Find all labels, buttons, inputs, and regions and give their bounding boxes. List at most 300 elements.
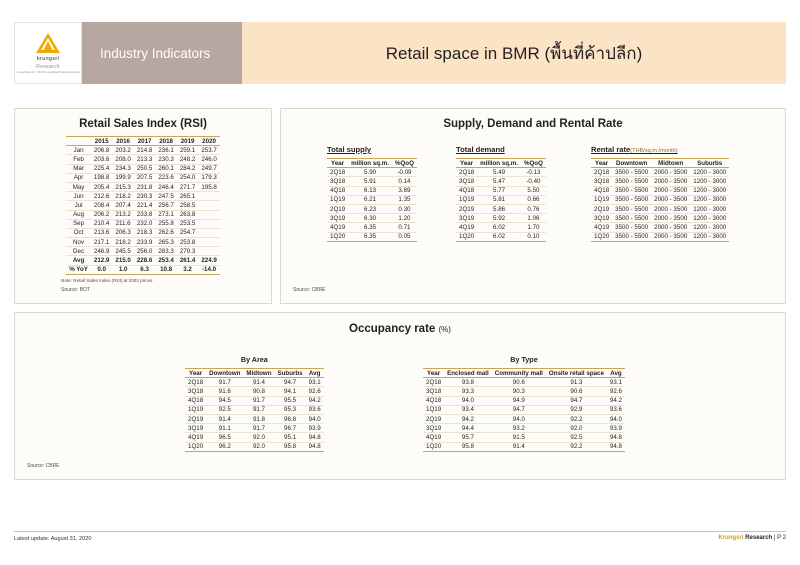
table-row <box>327 168 417 177</box>
table-cell: 195.8 <box>198 182 219 191</box>
table-cell: May <box>66 182 91 191</box>
page-title-banner <box>242 22 786 84</box>
supply-demand-rental-panel <box>280 108 786 304</box>
krungsri-logo <box>14 22 82 84</box>
table-cell: 218.2 <box>112 238 133 247</box>
rental-header-row <box>591 159 729 168</box>
column-header: Midtown <box>651 159 690 168</box>
column-header: Year <box>456 159 477 168</box>
table-cell: 94.7 <box>546 396 607 405</box>
table-cell: 94.1 <box>275 387 306 396</box>
table-cell: 0.05 <box>392 232 417 241</box>
table-row <box>66 228 220 237</box>
logo-subwordmark: Research <box>36 63 60 70</box>
table-row <box>66 182 220 191</box>
table-row <box>591 223 729 232</box>
column-header: Avg <box>607 369 625 378</box>
table-cell: 179.3 <box>198 173 219 182</box>
table-cell: 2000 - 3500 <box>651 168 690 177</box>
table-cell: 93.6 <box>607 405 625 414</box>
table-row <box>456 177 546 186</box>
table-cell: 2Q19 <box>327 204 348 213</box>
page-footer <box>14 531 786 547</box>
rsi-table <box>66 136 220 275</box>
table-cell: 91.4 <box>492 442 546 451</box>
table-cell: 1Q19 <box>591 195 612 204</box>
table-cell: 95.8 <box>444 442 492 451</box>
table-cell: 93.2 <box>492 424 546 433</box>
table-cell: 93.3 <box>444 387 492 396</box>
table-cell: 2Q18 <box>327 168 348 177</box>
table-cell: 224.9 <box>198 256 219 265</box>
table-cell: 1.35 <box>392 195 417 204</box>
table-cell: 90.3 <box>492 387 546 396</box>
total-supply-table <box>327 158 417 242</box>
table-row <box>66 173 220 182</box>
table-cell: 1.70 <box>521 223 546 232</box>
table-cell: 5.81 <box>477 195 521 204</box>
table-cell: 6.35 <box>348 223 392 232</box>
rental-body <box>591 168 729 242</box>
table-cell: % YoY <box>66 265 91 274</box>
table-cell: 213.6 <box>91 228 112 237</box>
table-row <box>456 186 546 195</box>
table-row <box>66 146 220 155</box>
table-cell: 91.7 <box>243 405 274 414</box>
column-header: million sq.m. <box>477 159 521 168</box>
by-area-label: By Area <box>240 355 268 364</box>
table-cell: 1200 - 3000 <box>690 186 729 195</box>
table-cell: 91.3 <box>546 378 607 387</box>
table-cell <box>198 192 219 201</box>
table-cell: 6.35 <box>348 232 392 241</box>
table-cell: 218.3 <box>134 228 155 237</box>
table-cell: 95.7 <box>444 433 492 442</box>
table-cell: 2Q18 <box>185 378 206 387</box>
column-header <box>66 137 91 146</box>
rsi-note: Note: Retail Sales Index (RSI) at 2002 prices <box>61 278 153 284</box>
column-header: million sq.m. <box>348 159 392 168</box>
table-cell: 96.5 <box>206 433 243 442</box>
table-cell: 2000 - 3500 <box>651 195 690 204</box>
section-label-banner <box>82 22 242 84</box>
table-cell: 230.3 <box>155 155 176 164</box>
table-cell: 5.91 <box>348 177 392 186</box>
table-row <box>185 405 324 414</box>
table-cell: 91.7 <box>243 424 274 433</box>
table-cell: 5.47 <box>477 177 521 186</box>
table-cell: 92.0 <box>546 424 607 433</box>
table-cell: 0.0 <box>91 265 112 274</box>
by-area-table <box>185 368 324 452</box>
rental-rate-block <box>591 145 729 242</box>
table-cell: 3Q19 <box>423 424 444 433</box>
table-cell: 3Q18 <box>185 387 206 396</box>
column-header: Downtown <box>612 159 651 168</box>
table-cell: 93.1 <box>607 378 625 387</box>
table-cell: 246.0 <box>198 155 219 164</box>
table-cell: Mar <box>66 164 91 173</box>
table-cell <box>198 219 219 228</box>
column-header: Avg <box>306 369 324 378</box>
rental-rate-unit: (THB/sq.m./month) <box>630 148 678 154</box>
column-header: %QoQ <box>521 159 546 168</box>
table-cell: 253.5 <box>177 219 198 228</box>
table-cell: 91.7 <box>206 378 243 387</box>
table-row <box>423 442 625 451</box>
table-cell: 0.10 <box>521 232 546 241</box>
table-row <box>66 219 220 228</box>
table-cell: 1200 - 3000 <box>690 204 729 213</box>
total-supply-block <box>327 145 417 242</box>
column-header: 2016 <box>112 137 133 146</box>
table-row <box>591 214 729 223</box>
table-cell: 247.5 <box>155 192 176 201</box>
table-cell: 94.8 <box>607 433 625 442</box>
table-cell: 5.92 <box>477 214 521 223</box>
table-cell: 3Q18 <box>591 177 612 186</box>
table-cell: 246.9 <box>91 247 112 256</box>
latest-update: Latest update: August 31, 2020 <box>14 536 92 542</box>
table-row <box>327 195 417 204</box>
table-cell: 212.9 <box>91 256 112 265</box>
section-label-text: Industry Indicators <box>100 45 211 61</box>
table-cell <box>198 238 219 247</box>
table-cell: 225.4 <box>91 164 112 173</box>
table-cell: 233.9 <box>134 238 155 247</box>
occupancy-title-text: Occupancy rate <box>349 323 436 335</box>
footer-brand <box>719 535 787 541</box>
table-cell: 1Q20 <box>185 442 206 451</box>
rsi-panel <box>14 108 272 304</box>
table-cell: 265.1 <box>177 192 198 201</box>
table-row <box>591 232 729 241</box>
table-cell: 254.0 <box>177 173 198 182</box>
table-cell: 249.7 <box>198 164 219 173</box>
table-row <box>423 378 625 387</box>
table-cell: 92.2 <box>546 442 607 451</box>
table-cell: 211.6 <box>112 219 133 228</box>
table-cell: 203.2 <box>112 146 133 155</box>
table-cell: 214.8 <box>134 146 155 155</box>
table-cell: 258.5 <box>177 201 198 210</box>
table-cell: 93.6 <box>306 405 324 414</box>
table-cell: 207.5 <box>134 173 155 182</box>
table-cell: Avg <box>66 256 91 265</box>
table-row <box>423 396 625 405</box>
table-cell: 1.0 <box>112 265 133 274</box>
table-cell: 207.4 <box>112 201 133 210</box>
table-cell: 91.6 <box>206 387 243 396</box>
table-row <box>66 201 220 210</box>
table-cell: 206.8 <box>91 146 112 155</box>
table-cell: 231.8 <box>134 182 155 191</box>
table-cell: 5.77 <box>477 186 521 195</box>
table-cell: 4Q19 <box>456 223 477 232</box>
table-cell: 253.4 <box>155 256 176 265</box>
table-row <box>456 168 546 177</box>
table-cell: 3Q19 <box>456 214 477 223</box>
table-cell: 6.30 <box>348 214 392 223</box>
column-header: 2018 <box>155 137 176 146</box>
table-cell: 2Q18 <box>423 378 444 387</box>
table-cell: 265.3 <box>155 238 176 247</box>
table-cell: 215.0 <box>112 256 133 265</box>
table-cell: Aug <box>66 210 91 219</box>
page-title: Retail space in BMR (พื้นที่ค้าปลีก) <box>385 43 643 63</box>
table-cell: 233.8 <box>134 210 155 219</box>
table-cell: 255.8 <box>155 219 176 228</box>
table-cell: 210.4 <box>91 219 112 228</box>
table-row <box>327 232 417 241</box>
table-cell: 4Q19 <box>185 433 206 442</box>
table-cell: 2000 - 3500 <box>651 186 690 195</box>
table-cell: 1Q19 <box>327 195 348 204</box>
table-row <box>591 168 729 177</box>
table-cell: 94.0 <box>306 414 324 423</box>
table-row <box>185 378 324 387</box>
table-cell: 1Q19 <box>185 405 206 414</box>
table-cell: 3Q19 <box>185 424 206 433</box>
table-cell: 94.7 <box>275 378 306 387</box>
table-cell <box>198 228 219 237</box>
table-cell: 94.2 <box>306 396 324 405</box>
table-cell: 5.50 <box>521 186 546 195</box>
table-cell: 2Q18 <box>456 168 477 177</box>
rental-rate-table <box>591 158 729 242</box>
total-demand-label: Total demand <box>456 145 505 154</box>
table-cell: 96.2 <box>206 442 243 451</box>
table-cell: 1Q20 <box>327 232 348 241</box>
table-cell: 93.9 <box>306 424 324 433</box>
table-row <box>456 214 546 223</box>
by-area-header-row <box>185 369 324 378</box>
table-cell: 92.6 <box>607 387 625 396</box>
table-cell: 5.90 <box>348 168 392 177</box>
table-row <box>591 177 729 186</box>
table-cell: -0.40 <box>521 177 546 186</box>
table-row <box>185 433 324 442</box>
table-cell: 1200 - 3000 <box>690 214 729 223</box>
table-cell: 208.4 <box>91 201 112 210</box>
table-cell: 6.3 <box>134 265 155 274</box>
column-header: Year <box>423 369 444 378</box>
occupancy-title-unit: (%) <box>438 325 451 334</box>
total-demand-block <box>456 145 546 242</box>
table-cell: 5.49 <box>477 168 521 177</box>
table-cell: 2Q19 <box>591 204 612 213</box>
by-type-table <box>423 368 625 452</box>
table-cell: 95.1 <box>275 433 306 442</box>
table-cell: 253.8 <box>177 238 198 247</box>
table-cell: 93.4 <box>444 405 492 414</box>
column-header: 2019 <box>177 137 198 146</box>
table-cell: Dec <box>66 247 91 256</box>
table-cell: 93.8 <box>444 378 492 387</box>
table-cell: 4Q19 <box>591 223 612 232</box>
table-cell: 228.6 <box>134 256 155 265</box>
table-row <box>456 232 546 241</box>
table-row <box>185 442 324 451</box>
table-cell: 94.2 <box>607 396 625 405</box>
logo-wordmark: krungsri <box>36 55 60 62</box>
table-cell: 261.4 <box>177 256 198 265</box>
table-cell: 248.2 <box>177 155 198 164</box>
table-cell: 95.8 <box>275 442 306 451</box>
table-cell: 212.6 <box>91 192 112 201</box>
by-type-block <box>423 355 625 452</box>
table-cell: Jul <box>66 201 91 210</box>
table-cell: 94.4 <box>444 424 492 433</box>
table-cell: 94.0 <box>444 396 492 405</box>
table-cell: 236.1 <box>155 146 176 155</box>
table-row <box>185 414 324 423</box>
table-cell: 256.0 <box>134 247 155 256</box>
table-cell: 283.3 <box>155 247 176 256</box>
table-row <box>423 424 625 433</box>
table-row <box>66 238 220 247</box>
column-header: Year <box>185 369 206 378</box>
table-cell: 95.3 <box>275 405 306 414</box>
rsi-header-row <box>66 137 220 146</box>
table-cell: 94.8 <box>607 442 625 451</box>
table-row <box>66 155 220 164</box>
by-area-body <box>185 378 324 452</box>
table-cell: Oct <box>66 228 91 237</box>
table-cell: 4Q18 <box>591 186 612 195</box>
table-cell: 208.0 <box>112 155 133 164</box>
table-cell: 215.3 <box>112 182 133 191</box>
logo-tagline: A member of ○ MUFG a global financial group <box>16 69 80 74</box>
table-cell: 234.3 <box>112 164 133 173</box>
table-cell: 92.2 <box>546 414 607 423</box>
rsi-body <box>66 146 220 275</box>
table-cell: 4Q18 <box>185 396 206 405</box>
table-cell: 1200 - 3000 <box>690 195 729 204</box>
demand-header-row <box>456 159 546 168</box>
column-header: Suburbs <box>690 159 729 168</box>
table-cell: 221.4 <box>134 201 155 210</box>
column-header: Year <box>327 159 348 168</box>
table-cell: 1200 - 3000 <box>690 223 729 232</box>
page-header <box>14 22 786 84</box>
table-cell: 3Q19 <box>591 214 612 223</box>
table-cell: 232.0 <box>134 219 155 228</box>
table-cell: 6.13 <box>348 186 392 195</box>
table-cell: 94.7 <box>492 405 546 414</box>
table-cell: Jan <box>66 146 91 155</box>
table-cell: 217.1 <box>91 238 112 247</box>
table-cell: 93.1 <box>306 378 324 387</box>
table-row <box>66 210 220 219</box>
krungsri-logo-icon <box>35 32 61 54</box>
table-cell: 1Q19 <box>423 405 444 414</box>
table-row <box>423 433 625 442</box>
occupancy-panel <box>14 312 786 480</box>
column-header: Onsite retail space <box>546 369 607 378</box>
table-cell: 2000 - 3500 <box>651 223 690 232</box>
table-cell: 94.0 <box>492 414 546 423</box>
table-cell: 250.5 <box>134 164 155 173</box>
footer-brand-krungsri: Krungsri <box>718 535 744 541</box>
table-cell: 1.06 <box>521 214 546 223</box>
table-cell: 92.5 <box>206 405 243 414</box>
table-row <box>327 177 417 186</box>
table-row <box>327 186 417 195</box>
table-cell: 91.1 <box>206 424 243 433</box>
table-cell: 2Q18 <box>591 168 612 177</box>
table-cell: 90.6 <box>546 387 607 396</box>
table-cell: 218.2 <box>112 192 133 201</box>
by-type-body <box>423 378 625 452</box>
table-cell: 91.8 <box>243 414 274 423</box>
table-cell: 2000 - 3500 <box>651 214 690 223</box>
footer-brand-research: Research <box>743 535 773 541</box>
table-cell: 213.3 <box>134 155 155 164</box>
table-cell: 205.4 <box>91 182 112 191</box>
table-cell: 1200 - 3000 <box>690 168 729 177</box>
table-cell: Apr <box>66 173 91 182</box>
table-cell: 0.76 <box>521 204 546 213</box>
by-type-header-row <box>423 369 625 378</box>
table-row <box>66 164 220 173</box>
footer-page-number: | P 2 <box>772 535 786 541</box>
table-row <box>66 247 220 256</box>
table-cell: 260.1 <box>155 164 176 173</box>
column-header: Year <box>591 159 612 168</box>
table-cell <box>198 210 219 219</box>
table-cell: 1200 - 3000 <box>690 232 729 241</box>
table-cell: 6.02 <box>477 232 521 241</box>
column-header: Community mall <box>492 369 546 378</box>
rsi-avg-row <box>66 256 220 265</box>
column-header: %QoQ <box>392 159 417 168</box>
table-cell <box>198 247 219 256</box>
table-cell: 199.9 <box>112 173 133 182</box>
table-cell: 91.4 <box>243 378 274 387</box>
table-cell: 96.8 <box>275 414 306 423</box>
table-cell: 203.6 <box>91 155 112 164</box>
table-row <box>327 204 417 213</box>
table-cell: 95.5 <box>275 396 306 405</box>
table-cell: 3500 - 5500 <box>612 232 651 241</box>
table-cell: Sep <box>66 219 91 228</box>
table-cell: 273.1 <box>155 210 176 219</box>
total-supply-label: Total supply <box>327 145 372 154</box>
table-row <box>591 204 729 213</box>
demand-body <box>456 168 546 242</box>
table-cell: 245.5 <box>112 247 133 256</box>
table-cell: 92.0 <box>243 442 274 451</box>
table-cell: 206.3 <box>112 228 133 237</box>
table-cell: 91.4 <box>206 414 243 423</box>
table-cell: 3500 - 5500 <box>612 168 651 177</box>
total-demand-table <box>456 158 546 242</box>
rsi-yoy-row <box>66 265 220 274</box>
column-header: 2020 <box>198 137 219 146</box>
column-header: Enclosed mall <box>444 369 492 378</box>
table-cell: 4Q18 <box>456 186 477 195</box>
table-cell: 271.7 <box>177 182 198 191</box>
table-cell: 206.2 <box>91 210 112 219</box>
column-header: Downtown <box>206 369 243 378</box>
table-row <box>423 414 625 423</box>
table-cell: 2000 - 3500 <box>651 232 690 241</box>
supply-header-row <box>327 159 417 168</box>
table-cell: 6.23 <box>348 204 392 213</box>
table-cell: 254.7 <box>177 228 198 237</box>
by-type-label: By Type <box>510 355 538 364</box>
